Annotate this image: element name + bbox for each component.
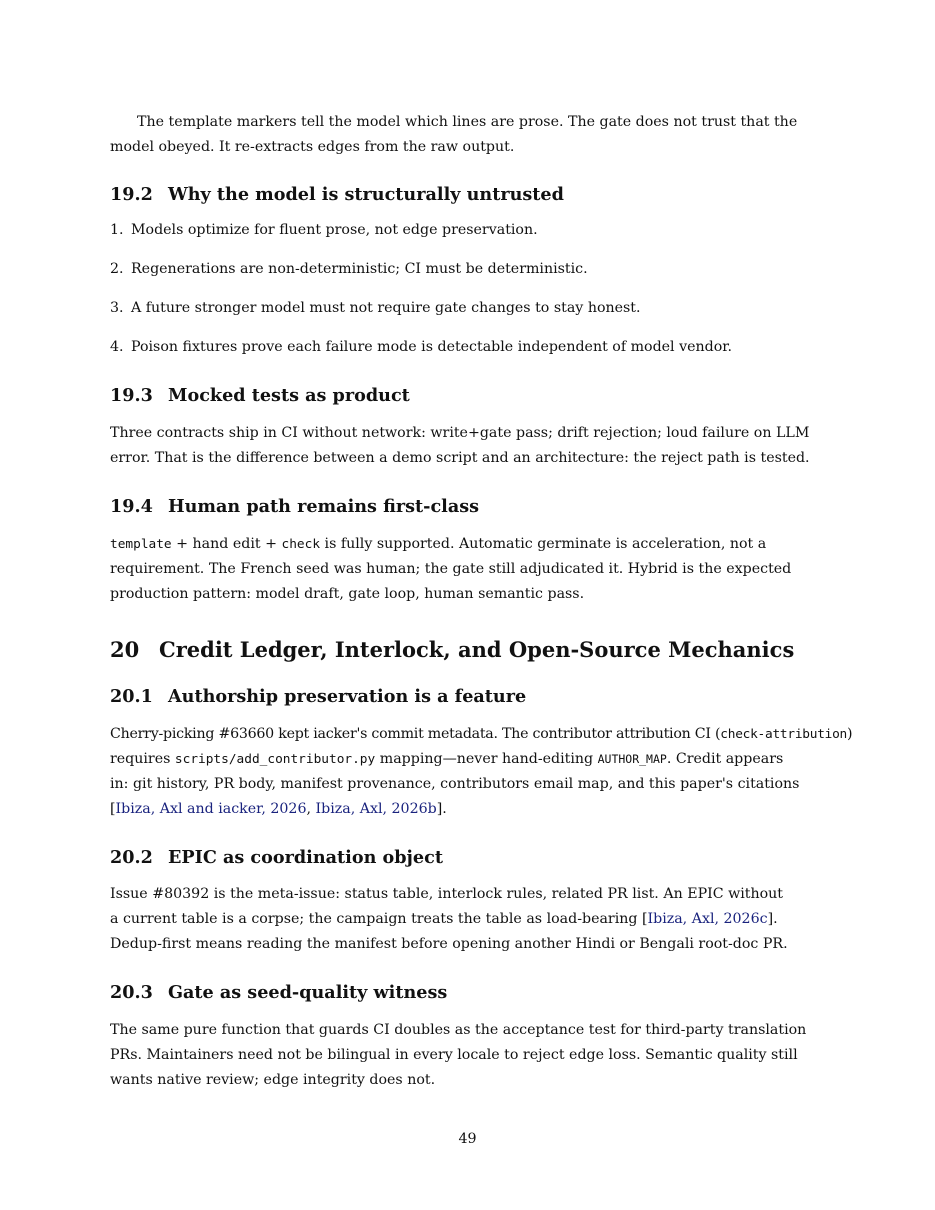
text-run: ]. <box>436 801 447 817</box>
citation-link[interactable]: Ibiza, Axl, 2026b <box>315 801 437 817</box>
list-item-number: 3. <box>110 300 124 316</box>
section-19-4-heading <box>110 496 479 517</box>
section-number: 19.2 <box>110 184 153 205</box>
paragraph-line: Dedup-first means reading the manifest before opening another Hindi or Bengali root-doc PR. <box>110 936 788 952</box>
paragraph-line <box>110 907 825 932</box>
section-title: Gate as seed-quality witness <box>168 982 448 1003</box>
intro-line-2: model obeyed. It re-extracts edges from the raw output. <box>110 139 515 155</box>
text-run: is fully supported. Automatic germinate is acceleration, not a <box>320 536 767 552</box>
list-item <box>110 339 732 355</box>
paragraph-line: The same pure function that guards CI doubles as the acceptance test for third-party translation <box>110 1022 807 1038</box>
section-number: 19.4 <box>110 496 153 517</box>
paragraph-line: production pattern: model draft, gate loop, human semantic pass. <box>110 586 585 602</box>
section-20-3-paragraph <box>110 1018 825 1093</box>
citation-link[interactable]: Ibiza, Axl and iacker, 2026 <box>115 801 307 817</box>
paragraph-line <box>110 747 825 772</box>
list-item <box>110 300 641 316</box>
paragraph-line: Three contracts ship in CI without network: write+gate pass; drift rejection; loud failure on LLM <box>110 425 810 441</box>
section-20-1-heading <box>110 686 526 707</box>
paragraph-line: in: git history, PR body, manifest provenance, contributors email map, and this paper's citations <box>110 776 800 792</box>
section-20-heading <box>110 637 794 662</box>
paragraph-line: error. That is the difference between a demo script and an architecture: the reject path is tested. <box>110 450 810 466</box>
list-item <box>110 222 538 238</box>
list-item-text: A future stronger model must not require gate changes to stay honest. <box>131 300 641 316</box>
text-run: . Credit appears <box>666 751 784 767</box>
section-19-2-heading <box>110 184 564 205</box>
text-run: requires <box>110 751 175 767</box>
section-number: 20 <box>110 637 140 662</box>
section-title: Human path remains first-class <box>168 496 480 517</box>
section-title: EPIC as coordination object <box>168 847 443 868</box>
code-author-map: AUTHOR_MAP <box>597 752 667 766</box>
paragraph-line: Issue #80392 is the meta-issue: status table, interlock rules, related PR list. An EPIC without <box>110 886 783 902</box>
list-item-number: 4. <box>110 339 124 355</box>
paragraph-line: requirement. The French seed was human; the gate still adjudicated it. Hybrid is the expected <box>110 561 792 577</box>
code-script-path: scripts/add_contributor.py <box>174 752 376 767</box>
paragraph-line <box>110 722 853 747</box>
code-template: template <box>110 537 172 552</box>
intro-paragraph <box>110 110 825 160</box>
intro-line-1: The template markers tell the model which lines are prose. The gate does not trust that the <box>137 114 798 130</box>
paragraph-line <box>110 797 825 822</box>
text-run: a current table is a corpse; the campaign treats the table as load-bearing [ <box>110 911 648 927</box>
text-run: , <box>306 801 316 817</box>
list-item-text: Poison fixtures prove each failure mode is detectable independent of model vendor. <box>131 339 733 355</box>
list-item-number: 2. <box>110 261 124 277</box>
list-item-text: Models optimize for fluent prose, not edge preservation. <box>131 222 538 238</box>
page-number: 49 <box>458 1131 477 1147</box>
paragraph-line: PRs. Maintainers need not be bilingual in every locale to reject edge loss. Semantic quality still <box>110 1047 798 1063</box>
section-title: Mocked tests as product <box>168 385 410 406</box>
section-20-1-paragraph <box>110 722 853 822</box>
section-20-3-heading <box>110 982 447 1003</box>
text-run: ]. <box>767 911 778 927</box>
section-19-4-paragraph <box>110 532 825 607</box>
list-item-text: Regenerations are non-deterministic; CI must be deterministic. <box>131 261 588 277</box>
section-title: Why the model is structurally untrusted <box>168 184 564 205</box>
list-item-number: 1. <box>110 222 124 238</box>
citation-link[interactable]: Ibiza, Axl, 2026c <box>647 911 768 927</box>
section-number: 19.3 <box>110 385 153 406</box>
section-title: Credit Ledger, Interlock, and Open-Source Mechanics <box>159 637 795 662</box>
section-title: Authorship preservation is a feature <box>168 686 527 707</box>
text-run: [ <box>110 801 116 817</box>
paragraph-line <box>110 532 825 557</box>
section-19-3-paragraph <box>110 421 825 471</box>
code-check: check <box>281 537 321 552</box>
section-number: 20.2 <box>110 847 153 868</box>
code-check-attribution: check-attribution <box>720 727 848 742</box>
section-20-2-paragraph <box>110 882 825 957</box>
section-number: 20.1 <box>110 686 153 707</box>
section-19-3-heading <box>110 385 410 406</box>
text-run: Cherry-picking #63660 kept iacker's commit metadata. The contributor attribution CI ( <box>110 726 721 742</box>
text-run: + hand edit + <box>171 536 282 552</box>
text-run: mapping—never hand-editing <box>375 751 598 767</box>
section-20-2-heading <box>110 847 443 868</box>
paragraph-line: wants native review; edge integrity does not. <box>110 1072 436 1088</box>
text-run: ) <box>847 726 853 742</box>
list-item <box>110 261 588 277</box>
section-number: 20.3 <box>110 982 153 1003</box>
